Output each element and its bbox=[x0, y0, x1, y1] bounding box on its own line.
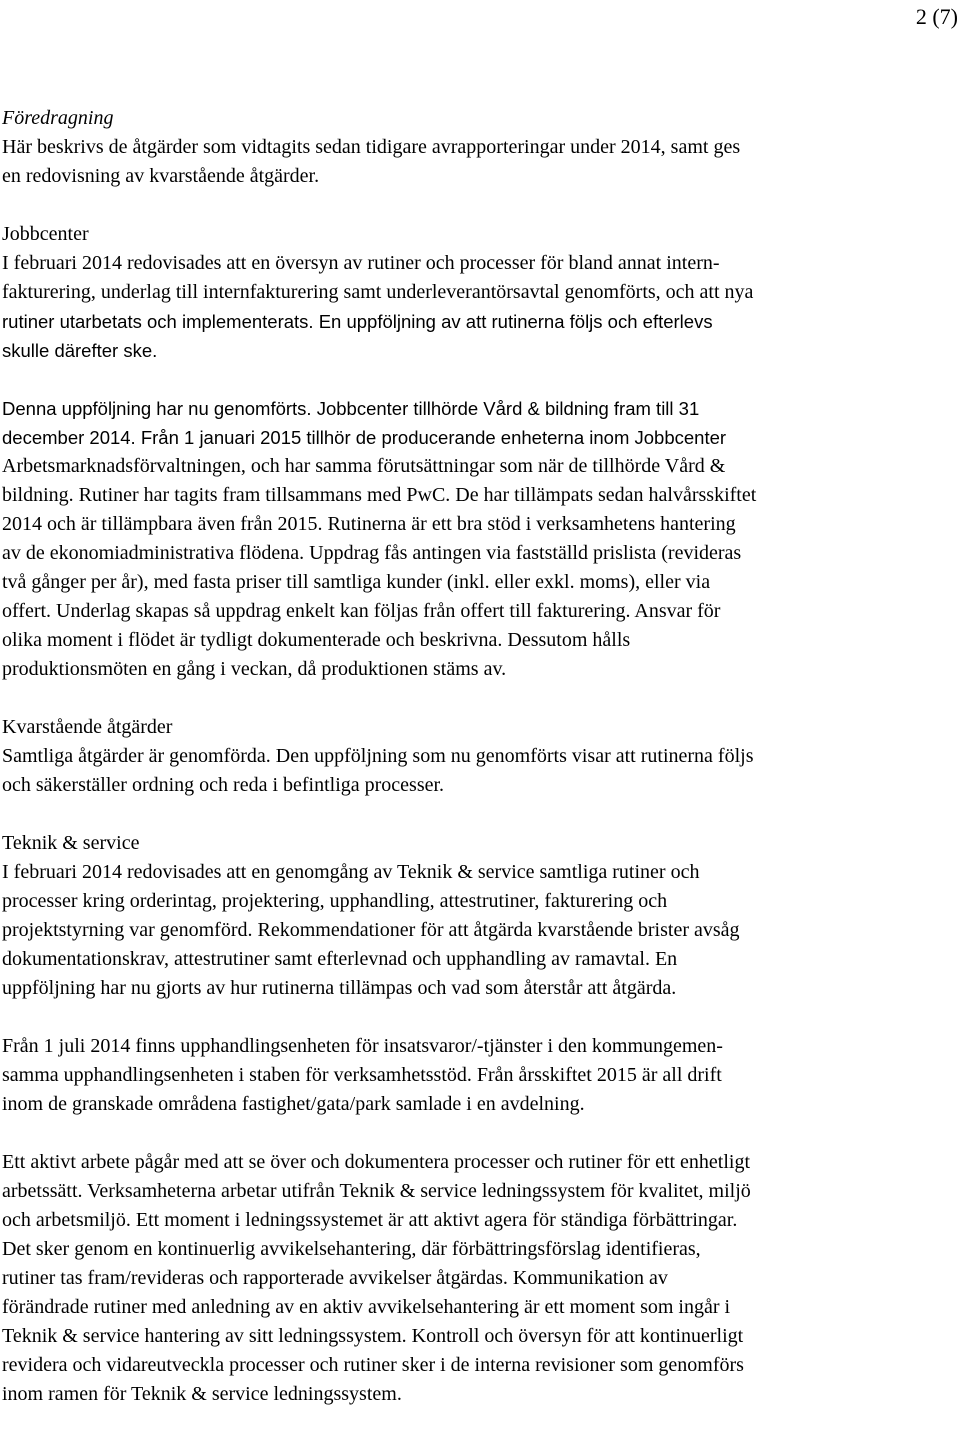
text-line: december 2014. Från 1 januari 2015 tillhör de producerande enheterna inom Jobbcenter bbox=[2, 427, 727, 448]
paragraph bbox=[2, 1148, 958, 1409]
text-line: processer kring orderintag, projektering, upphandling, attestrutiner, fakturering och bbox=[2, 890, 668, 912]
paragraph bbox=[2, 1032, 958, 1119]
text-line: Samtliga åtgärder är genomförda. Den uppföljning som nu genomförts visar att rutinerna följs bbox=[2, 745, 754, 767]
paragraph bbox=[2, 742, 958, 800]
text-line: uppföljning har nu gjorts av hur rutinerna tillämpas och vad som återstår att åtgärda. bbox=[2, 977, 677, 999]
text-line: revidera och vidareutveckla processer och rutiner sker i de interna revisioner som genomförs bbox=[2, 1354, 744, 1376]
text-line: fakturering, underlag till internfakturering samt underleverantörsavtal genomförts, och att nya bbox=[2, 281, 754, 303]
text-line: olika moment i flödet är tydligt dokumenterade och beskrivna. Dessutom hålls bbox=[2, 629, 631, 651]
text-line: offert. Underlag skapas så uppdrag enkelt kan följas från offert till fakturering. Ansvar för bbox=[2, 600, 721, 622]
page-number: 2 (7) bbox=[915, 4, 958, 29]
text-line: och arbetsmiljö. Ett moment i ledningssystemet är att aktivt agera för ständiga förbättringar. bbox=[2, 1209, 738, 1231]
text-line: projektstyrning var genomförd. Rekommendationer för att åtgärda kvarstående brister avsåg bbox=[2, 919, 740, 941]
text-line: dokumentationskrav, attestrutiner samt efterlevnad och upphandling av ramavtal. En bbox=[2, 948, 678, 970]
section-teknik bbox=[2, 829, 958, 1409]
text-line: Ett aktivt arbete pågår med att se över och dokumentera processer och rutiner för ett enhetligt bbox=[2, 1151, 751, 1173]
section-kvarstaende bbox=[2, 713, 958, 800]
paragraph bbox=[2, 133, 958, 191]
text-line: inom ramen för Teknik & service ledningssystem. bbox=[2, 1383, 402, 1405]
text-line: Från 1 juli 2014 finns upphandlingsenheten för insatsvaror/-tjänster i den kommungemen- bbox=[2, 1035, 723, 1057]
text-line: Här beskrivs de åtgärder som vidtagits sedan tidigare avrapporteringar under 2014, samt ges bbox=[2, 136, 741, 158]
paragraph bbox=[2, 394, 958, 684]
text-line: rutiner tas fram/revideras och rapporterade avvikelser åtgärdas. Kommunikation av bbox=[2, 1267, 668, 1289]
text-line: inom de granskade områdena fastighet/gata/park samlade i en avdelning. bbox=[2, 1093, 585, 1115]
section-heading-jobbcenter: Jobbcenter bbox=[2, 223, 89, 245]
text-line: I februari 2014 redovisades att en genomgång av Teknik & service samtliga rutiner och bbox=[2, 861, 700, 883]
section-heading-teknik: Teknik & service bbox=[2, 832, 140, 854]
text-line: Arbetsmarknadsförvaltningen, och har samma förutsättningar som när de tillhörde Vård & bbox=[2, 455, 726, 477]
text-line: I februari 2014 redovisades att en översyn av rutiner och processer för bland annat intern- bbox=[2, 252, 720, 274]
text-line: Denna uppföljning har nu genomförts. Jobbcenter tillhörde Vård & bildning fram till 31 bbox=[2, 398, 700, 419]
text-line: Teknik & service hantering av sitt ledningssystem. Kontroll och översyn för att kontinuerligt bbox=[2, 1325, 744, 1347]
text-line: skulle därefter ske. bbox=[2, 340, 158, 361]
text-line: arbetssätt. Verksamheterna arbetar utifrån Teknik & service ledningssystem för kvalitet, miljö bbox=[2, 1180, 751, 1202]
document-body bbox=[2, 104, 958, 1438]
text-line: produktionsmöten en gång i veckan, då produktionen stäms av. bbox=[2, 658, 507, 680]
paragraph bbox=[2, 249, 958, 365]
text-line: två gånger per år), med fasta priser till samtliga kunder (inkl. eller exkl. moms), eller via bbox=[2, 571, 711, 593]
text-line: av de ekonomiadministrativa flödena. Uppdrag fås antingen via fastställd prislista (revideras bbox=[2, 542, 742, 564]
paragraph bbox=[2, 858, 958, 1003]
text-line: samma upphandlingsenheten i staben för verksamhetsstöd. Från årsskiftet 2015 är all drift bbox=[2, 1064, 722, 1086]
section-heading-foredragning: Föredragning bbox=[2, 107, 114, 129]
section-heading-kvarstaende: Kvarstående åtgärder bbox=[2, 716, 173, 738]
text-line: en redovisning av kvarstående åtgärder. bbox=[2, 165, 320, 187]
text-line: bildning. Rutiner har tagits fram tillsammans med PwC. De har tillämpats sedan halvårsskiftet bbox=[2, 484, 757, 506]
section-jobbcenter bbox=[2, 220, 958, 684]
text-line: rutiner utarbetats och implementerats. En uppföljning av att rutinerna följs och efterlevs bbox=[2, 311, 713, 332]
text-line: 2014 och är tillämpbara även från 2015. Rutinerna är ett bra stöd i verksamhetens hantering bbox=[2, 513, 736, 535]
text-line: förändrade rutiner med anledning av en aktiv avvikelsehantering är ett moment som ingår i bbox=[2, 1296, 731, 1318]
text-line: och säkerställer ordning och reda i befintliga processer. bbox=[2, 774, 445, 796]
text-line: Det sker genom en kontinuerlig avvikelsehantering, där förbättringsförslag identifieras, bbox=[2, 1238, 701, 1260]
section-foredragning bbox=[2, 104, 958, 191]
